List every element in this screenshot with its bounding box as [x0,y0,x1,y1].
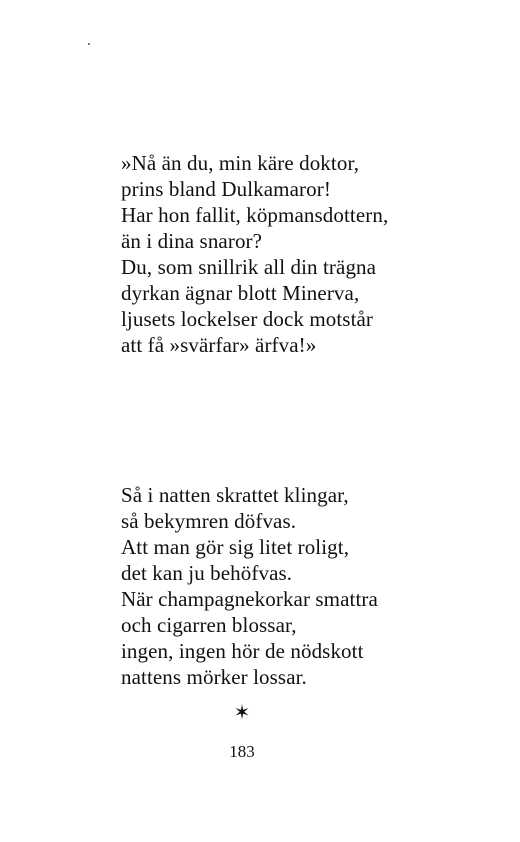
stanza-line: Du, som snillrik all din trägna [121,255,377,279]
stanza-line: ingen, ingen hör de nödskott [121,639,364,663]
poem-stanza-1 [121,150,421,358]
poem-stanza-2 [121,482,421,690]
stanza-line: När champagnekorkar smattra [121,587,378,611]
page-number: 183 [229,742,255,761]
stanza-line: »Nå än du, min käre doktor, [121,151,360,175]
stanza-line: det kan ju behöfvas. [121,561,293,585]
stray-ink-dot [88,43,90,45]
stanza-line: så bekymren döfvas. [121,509,297,533]
asterism-star-icon: ✶ [233,700,251,724]
stanza-line: än i dina snaror? [121,229,263,253]
stanza-line: dyrkan ägnar blott Minerva, [121,281,360,305]
stanza-line: Så i natten skrattet klingar, [121,483,349,507]
stanza-line: prins bland Dulkamaror! [121,177,331,201]
stanza-line: att få »svärfar» ärfva!» [121,333,317,357]
stanza-line: nattens mörker lossar. [121,665,307,689]
stanza-line: Har hon fallit, köpmansdottern, [121,203,389,227]
stanza-line: och cigarren blossar, [121,613,297,637]
stanza-line: ljusets lockelser dock motstår [121,307,374,331]
stanza-line: Att man gör sig litet roligt, [121,535,350,559]
